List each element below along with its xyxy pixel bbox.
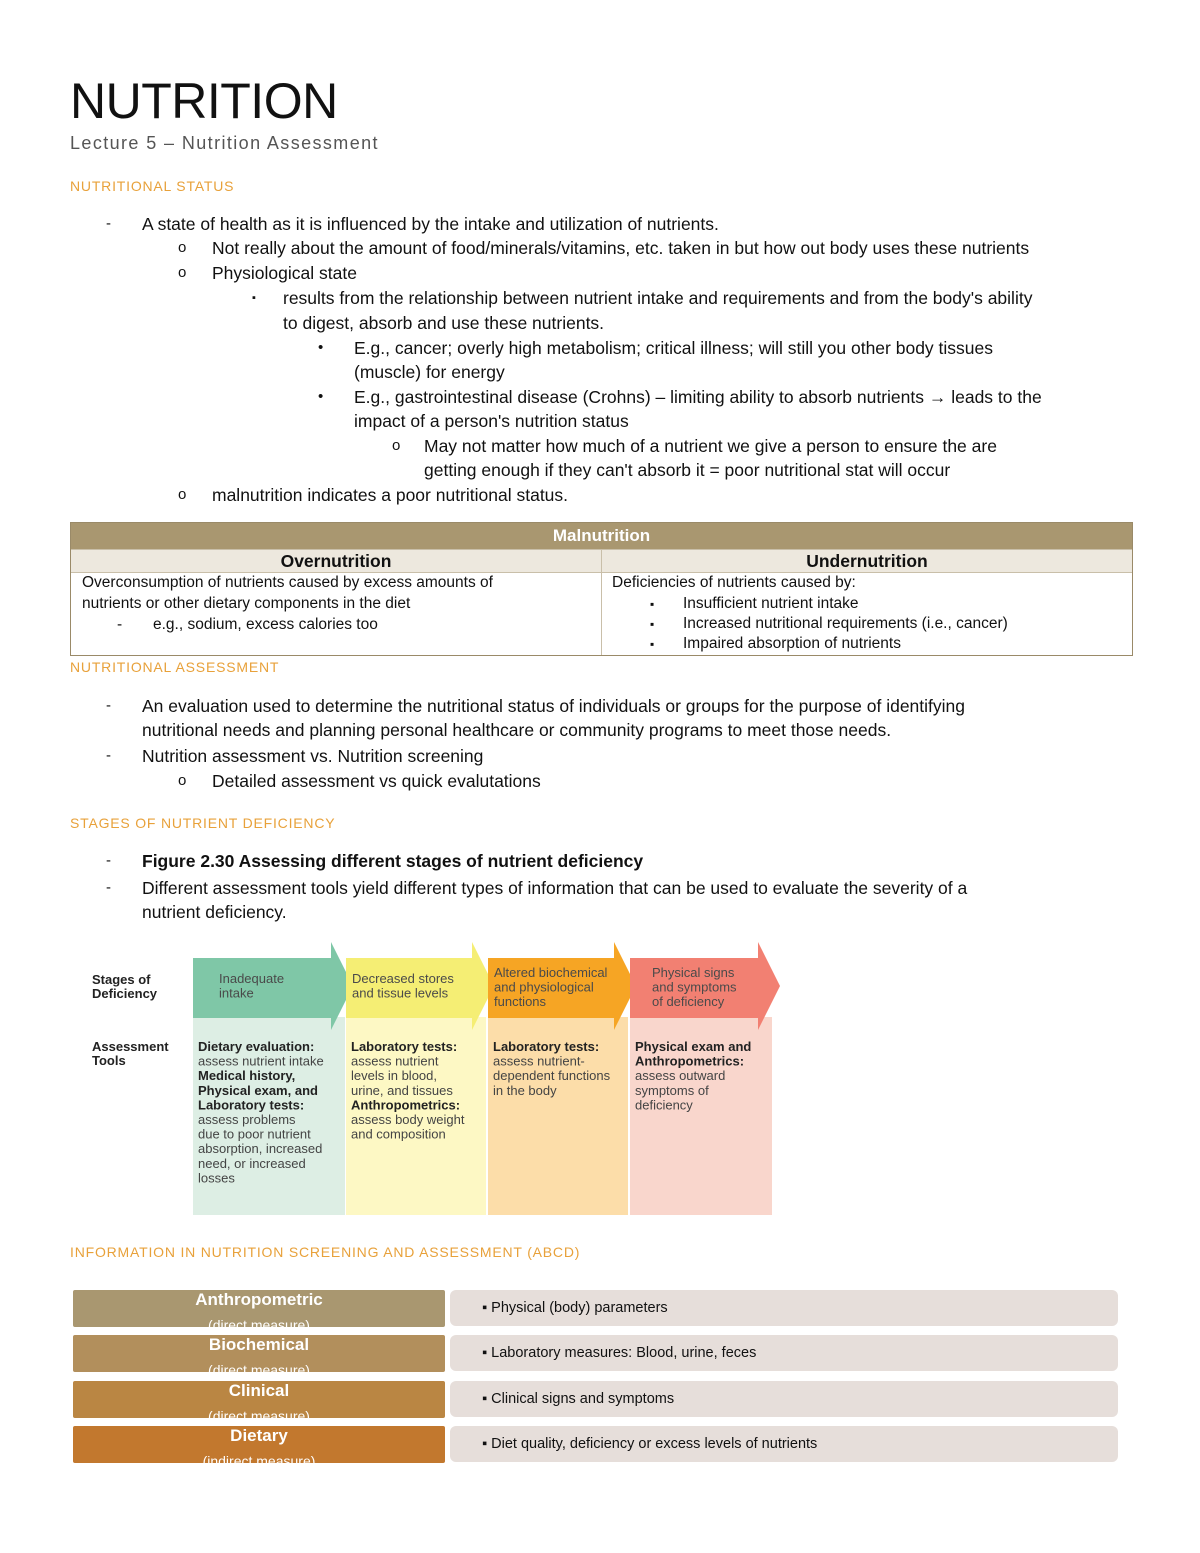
list-marker: • (318, 339, 324, 356)
list-marker: o (178, 772, 187, 789)
stage-title: Decreased stores (352, 971, 454, 986)
list-marker: ▪ (650, 597, 655, 611)
section-heading-abcd: INFORMATION IN NUTRITION SCREENING AND ASSESSMENT (ABCD) (70, 1244, 581, 1260)
stage-title: functions (494, 994, 547, 1009)
tool-text: need, or increased (198, 1155, 306, 1171)
list-marker: ▪ (650, 617, 655, 631)
list-item-text: nutritional needs and planning personal healthcare or community programs to meet those needs. (142, 720, 892, 740)
tool-text: Medical history, (198, 1068, 296, 1084)
tool-text: absorption, increased (198, 1141, 323, 1157)
stage-title: Physical signs (652, 965, 735, 980)
undernutrition-cell (602, 573, 1132, 655)
tool-text: dependent functions (493, 1068, 611, 1084)
table-cell-text: e.g., sodium, excess calories too (153, 616, 378, 633)
stage-title: Inadequate (219, 971, 285, 986)
page-subtitle: Lecture 5 – Nutrition Assessment (70, 133, 379, 153)
column-title-overnutrition: Overnutrition (71, 550, 602, 572)
abcd-description: ▪ Diet quality, deficiency or excess levels of nutrients (450, 1426, 1118, 1462)
abcd-measure-type: (indirect measure) (202, 1453, 316, 1469)
list-item-text: (muscle) for energy (354, 362, 505, 382)
tool-text: levels in blood, (351, 1068, 437, 1084)
tool-text: losses (198, 1170, 235, 1186)
stage-title: and symptoms (652, 979, 737, 995)
table-header: Malnutrition (71, 523, 1132, 549)
column-title-undernutrition: Undernutrition (806, 551, 928, 571)
malnutrition-table (70, 522, 1133, 656)
list-item: Impaired absorption of nutrients (683, 635, 901, 652)
list-item-text: impact of a person's nutrition status (354, 411, 629, 431)
tool-text: symptoms of (635, 1082, 709, 1098)
list-marker: ▪ (252, 292, 256, 304)
abcd-description: ▪ Clinical signs and symptoms (450, 1381, 1118, 1417)
section-heading-stages: STAGES OF NUTRIENT DEFICIENCY (70, 815, 336, 831)
list-item-text: A state of health as it is influenced by the intake and utilization of nutrients. (142, 214, 719, 234)
abcd-measure-type: (direct measure) (208, 1362, 310, 1378)
stage-title: of deficiency (652, 994, 725, 1009)
stage-title: and physiological (494, 979, 594, 995)
tool-text: assess problems (198, 1112, 296, 1127)
tool-text: Laboratory tests: (198, 1097, 305, 1113)
table-cell-text: Deficiencies of nutrients caused by: (612, 574, 856, 591)
abcd-category-dietary (73, 1426, 445, 1469)
tool-text: assess nutrient intake (198, 1053, 324, 1069)
list-item-text: to digest, absorb and use these nutrients. (283, 313, 605, 333)
stage-title: intake (219, 985, 254, 1001)
list-item-text: getting enough if they can't absorb it = poor nutritional stat will occur (424, 460, 951, 480)
list-item-text: Not really about the amount of food/minerals/vitamins, etc. taken in but how out body uses these nutrients (212, 238, 1030, 258)
abcd-category-name: Biochemical (208, 1335, 310, 1354)
tool-text: Laboratory tests: (351, 1039, 458, 1054)
stages-row-label: Stages of (92, 972, 151, 987)
list-item-text: An evaluation used to determine the nutritional status of individuals or groups for the purpose of identifying (142, 696, 966, 716)
abcd-category-name: Anthropometric (195, 1290, 323, 1309)
overnutrition-cell (71, 573, 602, 655)
list-marker: - (106, 697, 111, 714)
tool-text: Anthropometrics: (351, 1097, 461, 1113)
tool-text: in the body (493, 1082, 557, 1098)
list-item: Insufficient nutrient intake (683, 595, 859, 612)
tool-text: Physical exam, and (198, 1082, 318, 1098)
list-marker: - (106, 852, 111, 869)
stage-title: and tissue levels (352, 985, 449, 1001)
section-heading-nutritional-status: NUTRITIONAL STATUS (70, 178, 235, 194)
tool-text: Laboratory tests: (493, 1039, 600, 1054)
list-marker: - (106, 747, 111, 764)
tool-text: deficiency (635, 1097, 693, 1113)
tool-text: assess nutrient (351, 1053, 439, 1069)
list-item-text: Nutrition assessment vs. Nutrition screening (142, 746, 484, 766)
list-marker: • (318, 388, 324, 405)
abcd-measure-type: (direct measure) (208, 1317, 310, 1333)
list-marker: o (392, 437, 401, 454)
list-item-text: E.g., cancer; overly high metabolism; critical illness; will still you other body tissues (354, 338, 993, 358)
list-item-text: E.g., gastrointestinal disease (Crohns) – limiting ability to absorb nutrients → leads to the (354, 387, 1042, 407)
tools-row-label: Tools (92, 1053, 126, 1068)
abcd-category-name: Clinical (228, 1381, 290, 1400)
list-marker: o (178, 239, 187, 256)
list-marker: - (106, 215, 111, 232)
abcd-category-biochemical (73, 1335, 445, 1378)
page-title: NUTRITION (70, 73, 338, 129)
list-item-text: results from the relationship between nutrient intake and requirements and from the body's ability (283, 288, 1033, 308)
list-marker: o (178, 264, 187, 281)
abcd-measure-type: (direct measure) (208, 1408, 310, 1424)
list-item-text: Figure 2.30 Assessing different stages of nutrient deficiency (142, 851, 644, 871)
abcd-description: ▪ Laboratory measures: Blood, urine, feces (450, 1335, 1118, 1371)
list-item-text: Physiological state (212, 263, 357, 283)
table-cell-text: nutrients or other dietary components in the diet (82, 595, 411, 612)
list-marker: o (178, 486, 187, 503)
stage-arrow (193, 942, 353, 1030)
abcd-category-name: Dietary (230, 1426, 288, 1445)
tools-row-label: Assessment (92, 1039, 169, 1054)
abcd-description: ▪ Physical (body) parameters (450, 1290, 1118, 1326)
stages-row-label: Deficiency (92, 986, 158, 1001)
list-item-text: Different assessment tools yield different types of information that can be used to evaluate the severity of a (142, 878, 968, 898)
deficiency-stages-figure (90, 940, 780, 1220)
list-item-text: May not matter how much of a nutrient we give a person to ensure the are (424, 436, 997, 456)
abcd-category-clinical (73, 1381, 445, 1424)
list-marker: - (117, 616, 123, 633)
table-cell-text: Overconsumption of nutrients caused by excess amounts of (82, 574, 493, 591)
tool-text: assess nutrient- (493, 1053, 585, 1069)
tool-text: Physical exam and (635, 1039, 752, 1054)
list-item-text: nutrient deficiency. (142, 902, 287, 922)
tool-text: urine, and tissues (351, 1082, 453, 1098)
list-marker: - (106, 879, 111, 896)
abcd-category-anthropometric (73, 1290, 445, 1333)
tool-text: Anthropometrics: (635, 1053, 745, 1069)
tool-text: and composition (351, 1126, 446, 1142)
tool-text: assess outward (635, 1068, 726, 1084)
list-marker: ▪ (650, 637, 655, 651)
stage-title: Altered biochemical (494, 965, 608, 980)
tool-text: due to poor nutrient (198, 1126, 311, 1142)
tool-text: assess body weight (351, 1112, 465, 1127)
list-item: Increased nutritional requirements (i.e., cancer) (683, 615, 1008, 632)
section-heading-nutritional-assessment: NUTRITIONAL ASSESSMENT (70, 659, 280, 675)
list-item-text: malnutrition indicates a poor nutritional status. (212, 485, 569, 505)
list-item-text: Detailed assessment vs quick evalutations (212, 771, 541, 791)
tool-text: Dietary evaluation: (198, 1039, 315, 1054)
